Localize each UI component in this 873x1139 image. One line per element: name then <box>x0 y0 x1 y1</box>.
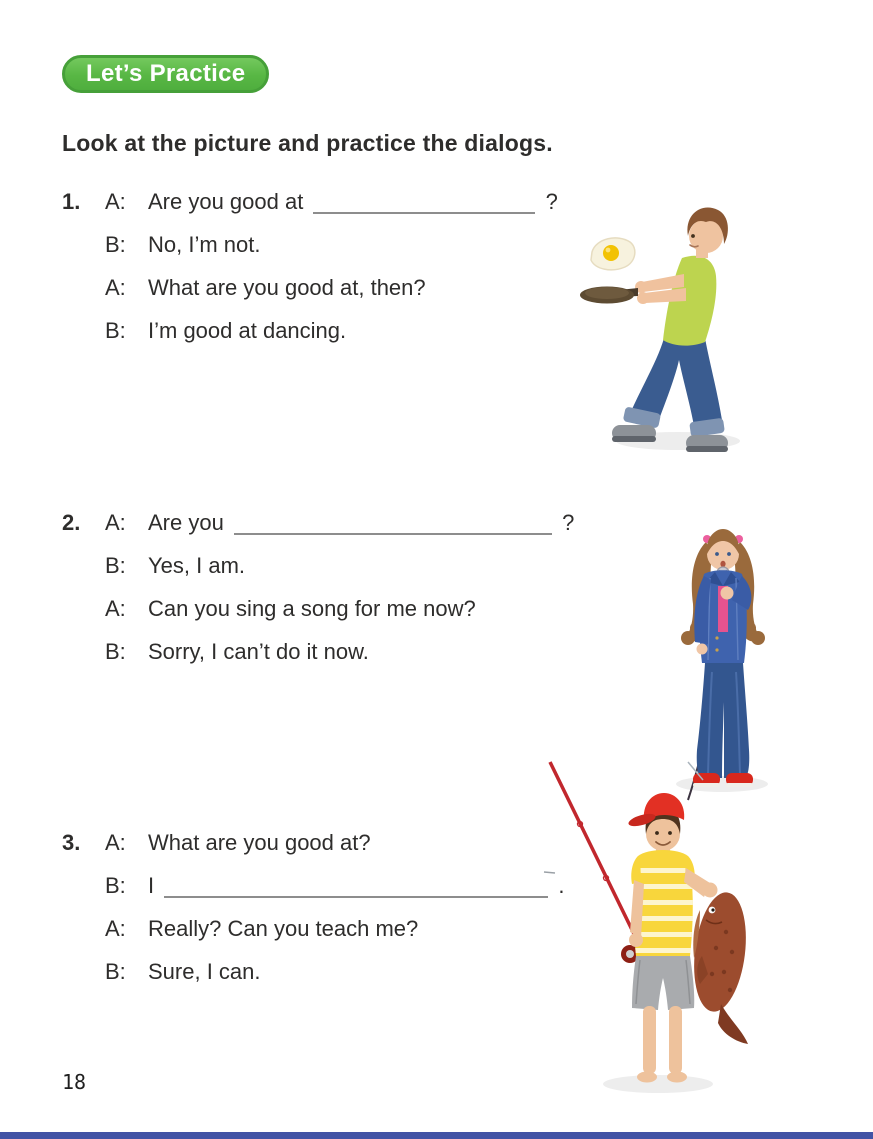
dialog-line <box>62 309 602 352</box>
girl-singing-illustration <box>660 512 790 802</box>
dialog-line <box>62 544 602 587</box>
dialog-3-illustration <box>540 760 765 1100</box>
dialog-line <box>62 630 602 673</box>
speaker-label: A: <box>105 915 126 941</box>
speaker-label: B: <box>105 958 126 984</box>
dialog-line <box>62 864 602 907</box>
dialog-text: Are you good at ? <box>148 188 558 214</box>
speaker-label: A: <box>105 829 126 855</box>
dialog-line <box>62 907 602 950</box>
dialog-2-illustration <box>660 512 790 802</box>
dialog-line <box>62 950 602 993</box>
dialog-text: Can you sing a song for me now? <box>148 595 476 621</box>
dialog-number: 3. <box>62 829 81 855</box>
speaker-label: B: <box>105 231 126 257</box>
dialog-text: Yes, I am. <box>148 552 246 578</box>
dialog-number: 2. <box>62 509 81 535</box>
speaker-label: B: <box>105 552 126 578</box>
lets-practice-badge: Let’s Practice <box>62 55 269 93</box>
dialog-2 <box>62 501 602 673</box>
dialog-line <box>62 821 602 864</box>
speaker-label: A: <box>105 188 126 214</box>
speaker-label: B: <box>105 638 126 664</box>
dialog-text: What are you good at, then? <box>148 274 426 300</box>
fill-in-blank-line[interactable] <box>234 533 552 535</box>
dialog-line <box>62 266 602 309</box>
dialog-text: What are you good at? <box>148 829 371 855</box>
dialog-text: Really? Can you teach me? <box>148 915 419 941</box>
page-number: 18 <box>62 1070 87 1094</box>
boy-with-fish-illustration <box>540 760 765 1100</box>
speaker-label: A: <box>105 274 126 300</box>
dialog-number: 1. <box>62 188 81 214</box>
dialog-line <box>62 501 602 544</box>
speaker-label: A: <box>105 595 126 621</box>
dialog-line <box>62 180 602 223</box>
dialog-1 <box>62 180 602 352</box>
speaker-label: A: <box>105 509 126 535</box>
speaker-label: B: <box>105 872 126 898</box>
dialog-text: Sorry, I can’t do it now. <box>148 638 369 664</box>
footer-color-bar <box>0 1132 873 1139</box>
dialog-line <box>62 587 602 630</box>
dialog-3 <box>62 821 602 993</box>
fill-in-blank-line[interactable] <box>164 896 548 898</box>
dialog-text: Sure, I can. <box>148 958 261 984</box>
dialog-1-illustration <box>578 190 768 455</box>
dialog-text: Are you ? <box>148 509 575 535</box>
dialog-text: I . <box>148 872 565 898</box>
boy-flipping-egg-illustration <box>578 190 768 455</box>
dialog-text: I’m good at dancing. <box>148 317 347 343</box>
dialog-line <box>62 223 602 266</box>
instruction-heading: Look at the picture and practice the dialogs. <box>62 130 553 156</box>
dialog-text: No, I’m not. <box>148 231 261 257</box>
fill-in-blank-line[interactable] <box>313 212 535 214</box>
speaker-label: B: <box>105 317 126 343</box>
